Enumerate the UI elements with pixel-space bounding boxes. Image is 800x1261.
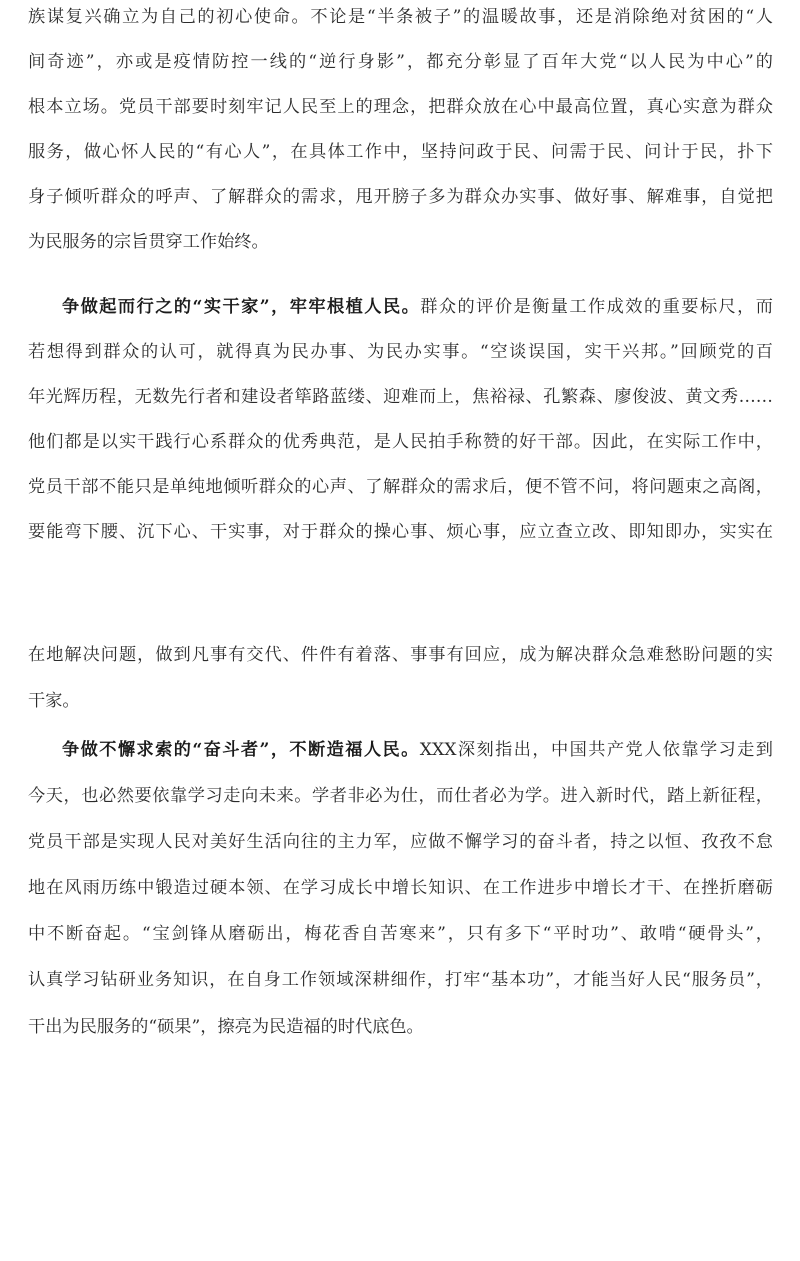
paragraph-lead-line	[62, 738, 773, 762]
paragraph-line: 年光辉历程，无数先行者和建设者筚路蓝缕、迎难而上，焦裕禄、孔繁森、廖俊波、黄文秀……	[28, 387, 773, 407]
paragraph-text: 群众的评价是衡量工作成效的重要标尺，而	[420, 297, 773, 317]
paragraph-line: 族谋复兴确立为自己的初心使命。不论是“半条被子”的温暖故事，还是消除绝对贫困的“人	[28, 7, 773, 27]
paragraph-line: 身子倾听群众的呼声、了解群众的需求，甩开膀子多为群众办实事、做好事、解难事，自觉把	[28, 187, 773, 207]
paragraph-line: 地在风雨历练中锻造过硬本领、在学习成长中增长知识、在工作进步中增长才干、在挫折磨砺	[28, 878, 773, 898]
paragraph-line: 要能弯下腰、沉下心、干实事，对于群众的操心事、烦心事，应立查立改、即知即办，实实在	[28, 522, 773, 542]
paragraph-line: 认真学习钻研业务知识，在自身工作领域深耕细作，打牢“基本功”，才能当好人民“服务员”，	[28, 970, 773, 990]
paragraph-line: 党员干部不能只是单纯地倾听群众的心声、了解群众的需求后，便不管不问，将问题束之高阁，	[28, 477, 773, 497]
paragraph-line: 在地解决问题，做到凡事有交代、件件有着落、事事有回应，成为解决群众急难愁盼问题的实	[28, 645, 773, 665]
paragraph-line: 党员干部是实现人民对美好生活向往的主力军，应做不懈学习的奋斗者，持之以恒、孜孜不怠	[28, 832, 773, 852]
paragraph-line: 干出为民服务的“硕果”，擦亮为民造福的时代底色。	[28, 1017, 424, 1037]
paragraph-line: 为民服务的宗旨贯穿工作始终。	[28, 232, 269, 252]
paragraph-line: 干家。	[28, 691, 80, 711]
paragraph-line: 今天，也必然要依靠学习走向未来。学者非必为仕，而仕者必为学。进入新时代，踏上新征程，	[28, 786, 773, 806]
paragraph-line: 间奇迹”，亦或是疫情防控一线的“逆行身影”，都充分彰显了百年大党“以人民为中心”的	[28, 52, 773, 72]
paragraph-text: XXX深刻指出，中国共产党人依靠学习走到	[419, 740, 773, 760]
paragraph-heading: 争做起而行之的“实干家”，牢牢根植人民。	[62, 297, 421, 317]
paragraph-line: 他们都是以实干践行心系群众的优秀典范，是人民拍手称赞的好干部。因此，在实际工作中，	[28, 432, 773, 452]
paragraph-heading: 争做不懈求索的“奋斗者”，不断造福人民。	[62, 740, 420, 760]
paragraph-line: 服务，做心怀人民的“有心人”，在具体工作中，坚持问政于民、问需于民、问计于民，扑下	[28, 142, 773, 162]
paragraph-line: 若想得到群众的认可，就得真为民办事、为民办实事。“空谈误国，实干兴邦。”回顾党的百	[28, 342, 773, 362]
paragraph-lead-line	[62, 295, 773, 319]
paragraph-line: 根本立场。党员干部要时刻牢记人民至上的理念，把群众放在心中最高位置，真心实意为群众	[28, 97, 773, 117]
paragraph-line: 中不断奋起。“宝剑锋从磨砺出，梅花香自苦寒来”，只有多下“平时功”、敢啃“硬骨头”，	[28, 924, 773, 944]
